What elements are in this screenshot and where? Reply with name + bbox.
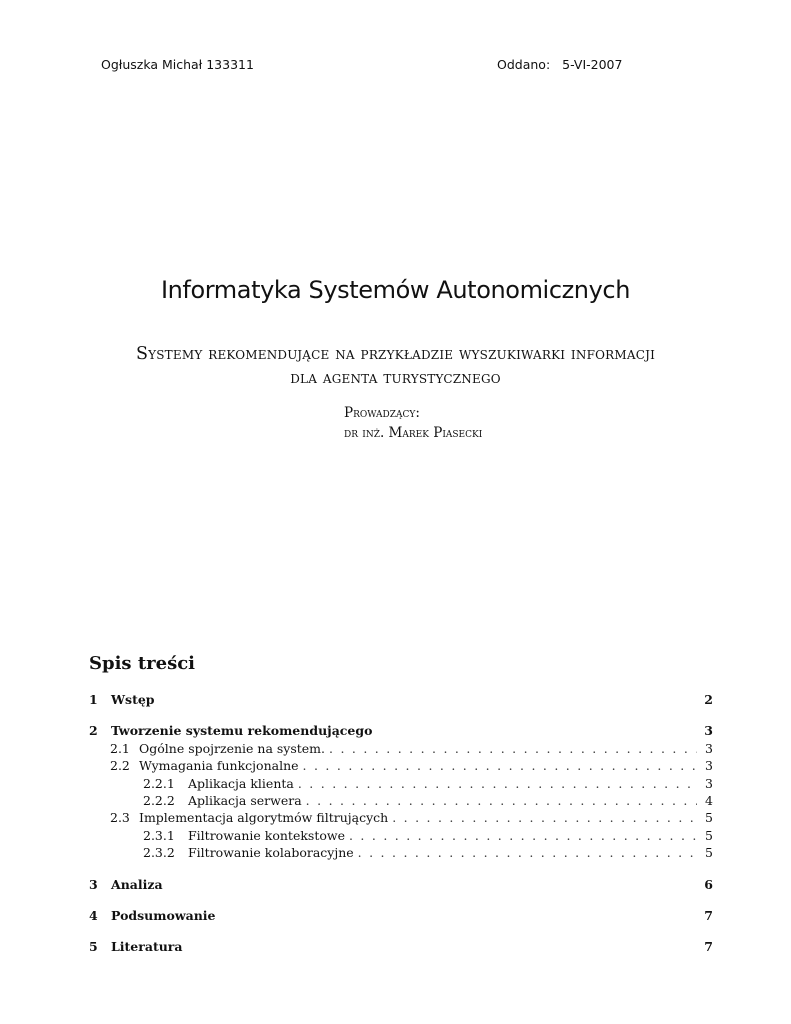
toc-entry-page: 3	[705, 740, 713, 756]
toc-entry[interactable]	[89, 722, 713, 739]
toc-entry-number: 5	[89, 939, 98, 955]
submitted-label: Oddano:	[497, 57, 551, 72]
toc-heading: Spis treści	[89, 653, 196, 674]
toc-entry[interactable]	[89, 757, 713, 774]
toc-entry-number: 4	[89, 907, 98, 923]
toc-entry-number: 3	[89, 876, 98, 892]
toc-entry-title: Analiza	[111, 876, 163, 892]
toc-entry-page: 3	[704, 723, 713, 739]
toc-entry-page: 3	[705, 758, 713, 774]
toc-entry[interactable]	[89, 907, 713, 924]
toc-entry-number: 1	[89, 692, 98, 707]
toc-entry-page: 2	[704, 692, 713, 707]
toc-entry-title: Podsumowanie	[111, 907, 216, 923]
toc-entry-title: Ogólne spojrzenie na system.	[139, 740, 326, 756]
toc-entry[interactable]	[89, 792, 713, 809]
submitted-date: 5-VI-2007	[562, 57, 623, 72]
instructor-name: dr inż. Marek Piasecki	[344, 425, 483, 441]
toc-entry-title: Tworzenie systemu rekomendującego	[111, 723, 373, 739]
toc-entry[interactable]	[89, 809, 713, 826]
toc-dot-leader	[303, 757, 697, 774]
subtitle-line-1: Systemy rekomendujące na przykładzie wyszukiwarki informacji	[135, 344, 656, 364]
subtitle-line-2: dla agenta turystycznego	[290, 368, 501, 388]
toc-entry-title: Aplikacja serwera	[188, 792, 302, 808]
toc-entry-title: Aplikacja klienta	[188, 775, 294, 791]
toc-entry-number: 2.3	[110, 810, 130, 826]
toc-entry-page: 7	[704, 939, 713, 955]
toc-dot-leader	[298, 775, 697, 792]
toc-entry-number: 2.1	[110, 740, 130, 756]
toc-entry[interactable]	[89, 740, 713, 757]
toc-entry-page: 5	[705, 810, 713, 826]
toc-entry-number: 2.3.1	[143, 827, 175, 843]
toc-entry[interactable]	[89, 827, 713, 844]
toc-entry-title: Filtrowanie kontekstowe	[188, 827, 345, 843]
toc-entry-number: 2.2.1	[143, 775, 175, 791]
instructor-block	[344, 403, 482, 443]
toc-entry-title: Implementacja algorytmów filtrujących	[139, 810, 389, 826]
toc-dot-leader	[306, 792, 697, 809]
toc-entry-number: 2.2.2	[143, 792, 175, 808]
toc-entry-page: 4	[705, 792, 713, 808]
toc-entry-page: 5	[705, 845, 713, 861]
document-title: Informatyka Systemów Autonomicznych	[160, 276, 631, 304]
toc-entry-page: 3	[705, 775, 713, 791]
toc-entry-number: 2	[89, 723, 98, 739]
toc-entry[interactable]	[89, 938, 713, 955]
toc-entry-title: Wymagania funkcjonalne	[139, 758, 299, 774]
toc-entry-title: Filtrowanie kolaboracyjne	[188, 845, 354, 861]
toc-entry[interactable]	[89, 775, 713, 792]
toc-dot-leader	[392, 809, 697, 826]
toc-entry-page: 7	[704, 907, 713, 923]
header-submitted	[497, 57, 622, 72]
toc-entry-page: 6	[704, 876, 713, 892]
header-author: Ogłuszka Michał 133311	[101, 57, 254, 72]
toc-entry[interactable]	[89, 844, 713, 861]
toc-entry-title: Literatura	[111, 939, 183, 955]
toc-entry[interactable]	[89, 691, 713, 708]
toc-entry-number: 2.2	[110, 758, 130, 774]
instructor-label: Prowadzący:	[344, 405, 420, 421]
toc-dot-leader	[349, 827, 697, 844]
toc-entry[interactable]	[89, 876, 713, 893]
document-subtitle	[80, 342, 711, 390]
toc-dot-leader	[329, 740, 697, 757]
toc-entry-title: Wstęp	[111, 692, 155, 707]
toc-dot-leader	[358, 844, 697, 861]
table-of-contents	[89, 680, 713, 956]
toc-entry-number: 2.3.2	[143, 845, 175, 861]
toc-entry-page: 5	[705, 827, 713, 843]
